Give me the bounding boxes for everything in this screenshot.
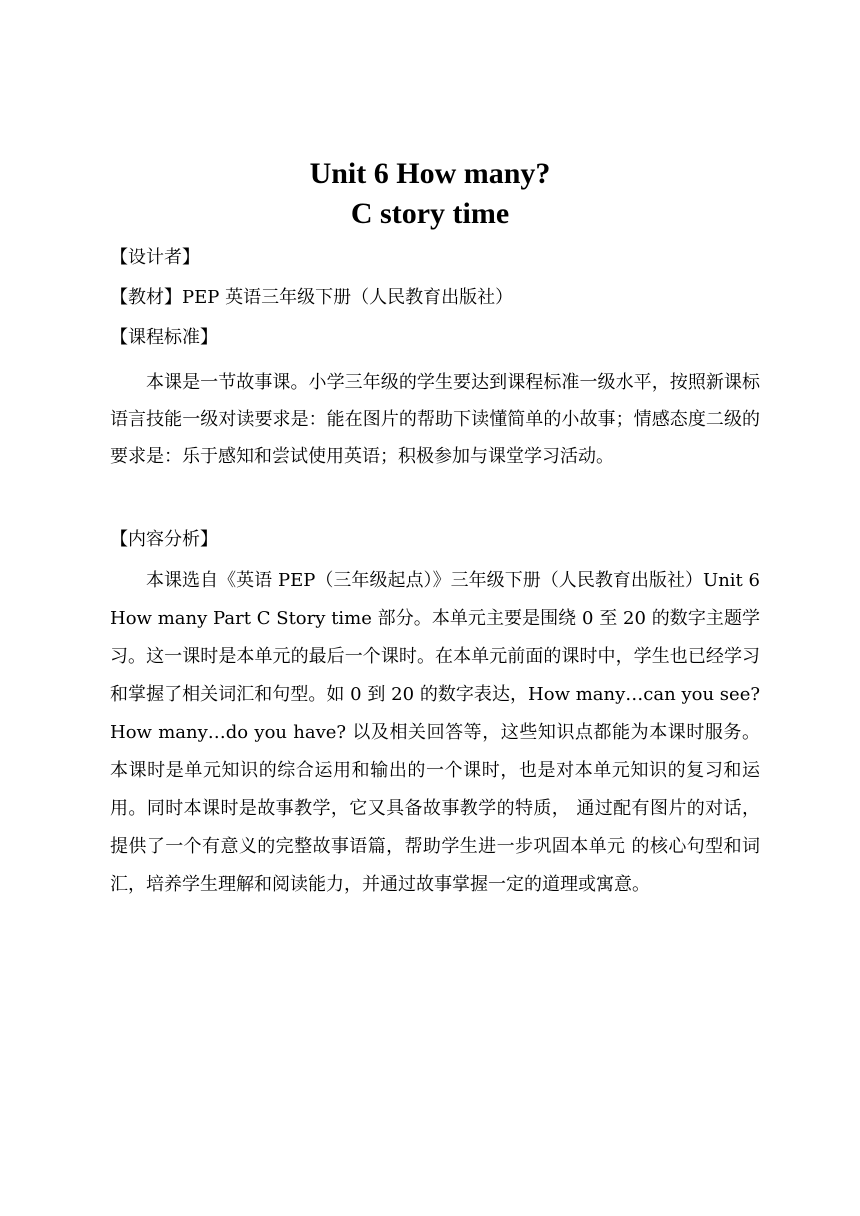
title-line-2: C story time [350, 197, 510, 230]
standard-heading: 【课程标准】 [110, 327, 218, 348]
textbook-value: PEP 英语三年级下册（人民教育出版社） [182, 287, 514, 308]
designer-heading: 【设计者】 [110, 247, 200, 268]
content-heading: 【内容分析】 [110, 529, 218, 550]
content-paragraph: 本课选自《英语 PEP（三年级起点）》三年级下册（人民教育出版社）Unit 6 How many Part C Story time 部分。本单元主要是围绕 0 至 20 的数字主题学习。这一课时是本单元的最后一个课时。在本单元前面的课时中，学生也已经学习和掌握了相关词汇和句型。如 0 到 20 的数字表达，How many…can you see? How many…do you have? 以及相关回答等，这些知识点都能为本课时服务。本课时是单元知识的综合运用和输出的一个课时，也是对本单元知识的复习和运用。同时本课时是故事教学，它又具备故事教学的特质， 通过配有图片的对话，提供了一个有意义的完整故事语篇，帮助学生进一步巩固本单元 的核心句型和词汇，培养学生理解和阅读能力，并通过故事掌握一定的道理或寓意。 [110, 570, 760, 895]
textbook-line [110, 284, 513, 312]
title-line-1: Unit 6 How many? [309, 157, 551, 190]
textbook-heading: 【教材】 [110, 287, 182, 308]
standard-paragraph: 本课是一节故事课。小学三年级的学生要达到课程标准一级水平，按照新课标语言技能一级对读要求是：能在图片的帮助下读懂简单的小故事；情感态度二级的要求是：乐于感知和尝试使用英语；积极参加与课堂学习活动。 [110, 372, 760, 467]
